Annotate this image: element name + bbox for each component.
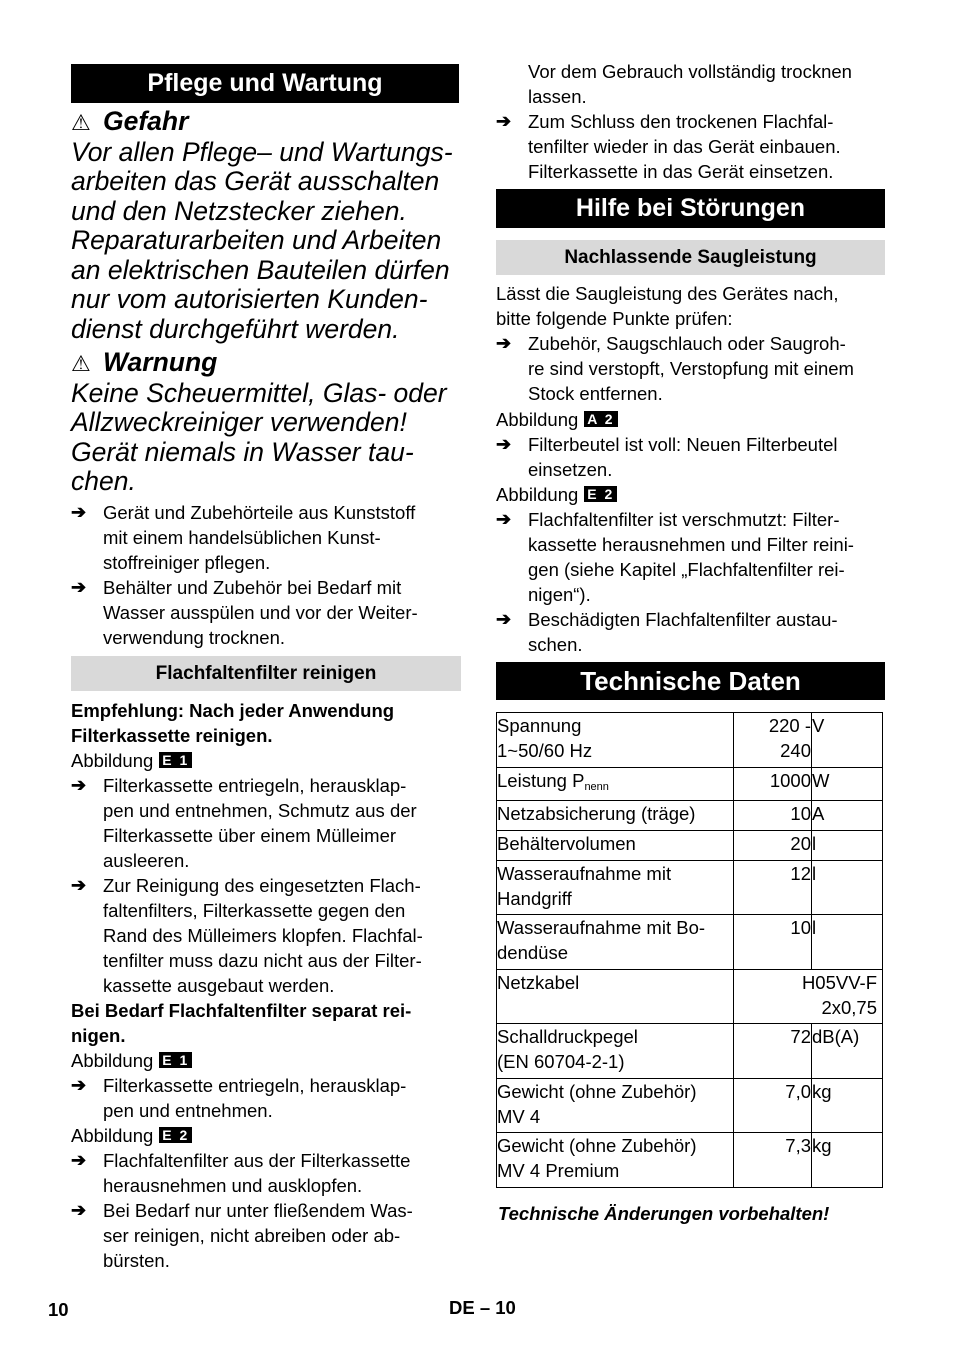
text-line: 12 (790, 863, 811, 884)
text-line: re sind verstopft, Verstopfung mit einem (528, 358, 854, 379)
text-line: arbeiten das Gerät ausschalten (71, 166, 440, 196)
arrow-right-icon: ➔ (496, 609, 512, 629)
trouble-intro (496, 281, 888, 331)
spec-unit: dB(A) (812, 1024, 883, 1079)
text-line: 10 (790, 917, 811, 938)
table-row (497, 1024, 883, 1079)
text-line: ser reinigen, nicht abreiben oder ab- (103, 1225, 401, 1246)
spec-value (734, 1079, 812, 1133)
arrow-right-icon: ➔ (496, 434, 512, 454)
spec-unit: A (812, 801, 883, 831)
arrow-right-icon: ➔ (71, 502, 87, 522)
list-item (496, 607, 888, 657)
text-line: Zubehör, Saugschlauch oder Saugroh- (528, 333, 846, 354)
figure-reference: Abbildung A 2 (496, 407, 618, 432)
text-line: Beschädigten Flachfaltenfilter austau- (528, 609, 838, 630)
table-row (497, 1079, 883, 1133)
spec-unit: kg (812, 1133, 883, 1188)
spec-value (734, 801, 812, 831)
spec-unit: l (812, 831, 883, 861)
table-row (497, 831, 883, 861)
spec-value (734, 1133, 812, 1188)
arrow-right-icon: ➔ (71, 577, 87, 597)
spec-label: Wasseraufnahme mit Bo- dendüse (497, 915, 734, 970)
text-line: an elektrischen Bauteilen dürfen (71, 254, 450, 285)
subsection-title-filter: Flachfaltenfilter reinigen (71, 656, 461, 691)
continued-text (528, 59, 888, 109)
text-line: schen. (528, 634, 583, 655)
spec-value (734, 831, 812, 861)
text-line: pen und entnehmen, Schmutz aus der (103, 800, 417, 821)
list-item (496, 507, 888, 607)
text-line: verwendung trocknen. (103, 627, 286, 648)
text-line: chen. (71, 466, 136, 496)
technical-data-table (496, 712, 883, 1188)
text-line: 1000 (769, 770, 811, 791)
warning-text (71, 379, 466, 497)
list-item (71, 873, 466, 998)
list-item (71, 1073, 466, 1123)
text-line: tenfilter muss dazu nicht aus der Filter- (103, 950, 422, 971)
arrow-right-icon: ➔ (496, 111, 512, 131)
text-line: 10 (790, 803, 811, 824)
text-line: stoffreiniger pflegen. (103, 552, 271, 573)
spec-value (734, 861, 812, 915)
spec-label: Behältervolumen (497, 831, 734, 861)
text-line: Vor allen Pflege– und Wartungs- (71, 136, 453, 167)
text-line: Gerät niemals in Wasser tau- (71, 436, 414, 467)
figure-badge: E 2 (584, 486, 617, 502)
text-line: einsetzen. (528, 459, 613, 480)
text-line: nigen“). (528, 584, 591, 605)
text-line: Filterkassette in das Gerät einsetzen. (528, 161, 834, 182)
table-row (497, 713, 883, 768)
table-row (497, 768, 883, 801)
text-line: 220 - (768, 715, 811, 736)
spec-unit: l (812, 861, 883, 915)
arrow-right-icon: ➔ (71, 1075, 87, 1095)
figure-badge: E 1 (159, 1052, 192, 1068)
text-line: pen und entnehmen. (103, 1100, 273, 1121)
text-line: 2x0,75 (821, 997, 877, 1018)
danger-heading: Gefahr (103, 106, 189, 136)
text-line: mit einem handelsüblichen Kunst- (103, 527, 381, 548)
spec-label: Gewicht (ohne Zubehör) MV 4 Premium (497, 1133, 734, 1188)
spec-unit: W (812, 768, 883, 801)
figure-badge: E 1 (159, 752, 192, 768)
spec-value (734, 713, 812, 768)
spec-label: Leistung $P_{nenn}$ (497, 768, 734, 801)
text-line: nigen. (71, 1025, 126, 1046)
text-line: Allzweckreiniger verwenden! (71, 407, 407, 437)
text-line: Filterkassette über einem Mülleimer (103, 825, 397, 846)
table-row (497, 861, 883, 915)
warning-triangle-icon: ⚠ (71, 110, 91, 135)
list-item (71, 1198, 466, 1273)
text-line: Bei Bedarf nur unter fließendem Was- (103, 1200, 413, 1221)
text-line: Keine Scheuermittel, Glas- oder (71, 377, 447, 408)
page-number-left: 10 (48, 1299, 69, 1320)
page-number-center: DE – 10 (449, 1297, 516, 1318)
text-line: bitte folgende Punkte prüfen: (496, 308, 733, 329)
text-line: herausnehmen und ausklopfen. (103, 1175, 363, 1196)
text-line: Filterkassette reinigen. (71, 725, 273, 746)
arrow-right-icon: ➔ (71, 875, 87, 895)
spec-label: Gewicht (ohne Zubehör) MV 4 (497, 1079, 734, 1133)
arrow-right-icon: ➔ (71, 1150, 87, 1170)
subsection-title-suction: Nachlassende Saugleistung (496, 240, 885, 275)
spec-unit: V (812, 713, 883, 768)
spec-value (734, 970, 883, 1024)
figure-badge: E 2 (159, 1127, 192, 1143)
spec-label: Netzabsicherung (träge) (497, 801, 734, 831)
arrow-right-icon: ➔ (71, 775, 87, 795)
text-line: faltenfilters, Filterkassette gegen den (103, 900, 406, 921)
text-line: Behälter und Zubehör bei Bedarf mit (103, 577, 402, 598)
text-line: Filterbeutel ist voll: Neuen Filterbeutel (528, 434, 838, 455)
text-line: gen (siehe Kapitel „Flachfaltenfilter rei- (528, 559, 845, 580)
table-row (497, 801, 883, 831)
spec-label: Wasseraufnahme mit Handgriff (497, 861, 734, 915)
section-title-technical-data: Technische Daten (496, 662, 885, 700)
text-line: tenfilter wieder in das Gerät einbauen. (528, 136, 841, 157)
text-line: nur vom autorisierten Kunden- (71, 284, 428, 314)
list-item (71, 575, 466, 650)
separate-cleaning-heading (71, 998, 466, 1048)
technical-note: Technische Änderungen vorbehalten! (498, 1203, 830, 1224)
text-line: Rand des Mülleimers klopfen. Flachfal- (103, 925, 423, 946)
list-item (71, 773, 466, 873)
list-item (496, 109, 888, 184)
table-row (497, 915, 883, 970)
text-line: 7,0 (785, 1081, 811, 1102)
list-item (71, 1148, 466, 1198)
text-line: kassette ausgebaut werden. (103, 975, 335, 996)
text-line: kassette herausnehmen und Filter reini- (528, 534, 854, 555)
text-line: Wasser ausspülen und vor der Weiter- (103, 602, 418, 623)
section-title-care: Pflege und Wartung (71, 64, 459, 103)
figure-reference: Abbildung E 2 (496, 482, 617, 507)
text-line: ausleeren. (103, 850, 190, 871)
section-title-troubleshooting: Hilfe bei Störungen (496, 189, 885, 228)
text-line: Gerät und Zubehörteile aus Kunststoff (103, 502, 416, 523)
list-item (71, 500, 466, 575)
figure-reference: Abbildung E 1 (71, 748, 192, 773)
text-line: Empfehlung: Nach jeder Anwendung (71, 700, 395, 721)
text-line: 7,3 (785, 1135, 811, 1156)
table-row (497, 1133, 883, 1188)
text-line: Stock entfernen. (528, 383, 663, 404)
spec-value (734, 1024, 812, 1079)
text-line: Lässt die Saugleistung des Gerätes nach, (496, 283, 839, 304)
text-line: Reparaturarbeiten und Arbeiten (71, 225, 442, 255)
text-line: und den Netzstecker ziehen. (71, 195, 407, 226)
text-line: 240 (780, 740, 811, 761)
figure-badge: A 2 (584, 411, 617, 427)
spec-label: Netzkabel (497, 970, 734, 1024)
text-line: Filterkassette entriegeln, herausklap- (103, 775, 407, 796)
text-line: Zur Reinigung des eingesetzten Flach- (103, 875, 421, 896)
text-line: Filterkassette entriegeln, herausklap- (103, 1075, 407, 1096)
text-line: lassen. (528, 86, 587, 107)
text-line: Vor dem Gebrauch vollständig trocknen (528, 61, 852, 82)
warning-block (71, 348, 466, 497)
list-item (496, 331, 888, 406)
danger-text (71, 138, 466, 345)
table-row (497, 970, 883, 1024)
arrow-right-icon: ➔ (496, 509, 512, 529)
spec-label: Spannung 1~50/60 Hz (497, 713, 734, 768)
spec-value (734, 915, 812, 970)
text-line: Zum Schluss den trockenen Flachfal- (528, 111, 834, 132)
text-line: Flachfaltenfilter aus der Filterkassette (103, 1150, 411, 1171)
arrow-right-icon: ➔ (496, 333, 512, 353)
warning-triangle-icon: ⚠ (71, 351, 91, 376)
spec-value (734, 768, 812, 801)
text-line: bürsten. (103, 1250, 170, 1271)
figure-reference: Abbildung E 2 (71, 1123, 192, 1148)
warning-heading: Warnung (103, 347, 218, 377)
text-line: dienst durchgeführt werden. (71, 313, 400, 344)
danger-block (71, 107, 466, 344)
arrow-right-icon: ➔ (71, 1200, 87, 1220)
spec-label: Schalldruckpegel (EN 60704-2-1) (497, 1024, 734, 1079)
text-line: 20 (790, 833, 811, 854)
text-line: Flachfaltenfilter ist verschmutzt: Filter- (528, 509, 840, 530)
text-line: Bei Bedarf Flachfaltenfilter separat rei- (71, 1000, 412, 1021)
list-item (496, 432, 888, 482)
spec-unit: kg (812, 1079, 883, 1133)
recommendation-text (71, 698, 466, 748)
figure-reference: Abbildung E 1 (71, 1048, 192, 1073)
text-line: 72 (790, 1026, 811, 1047)
spec-unit: l (812, 915, 883, 970)
text-line: H05VV-F (801, 972, 877, 993)
